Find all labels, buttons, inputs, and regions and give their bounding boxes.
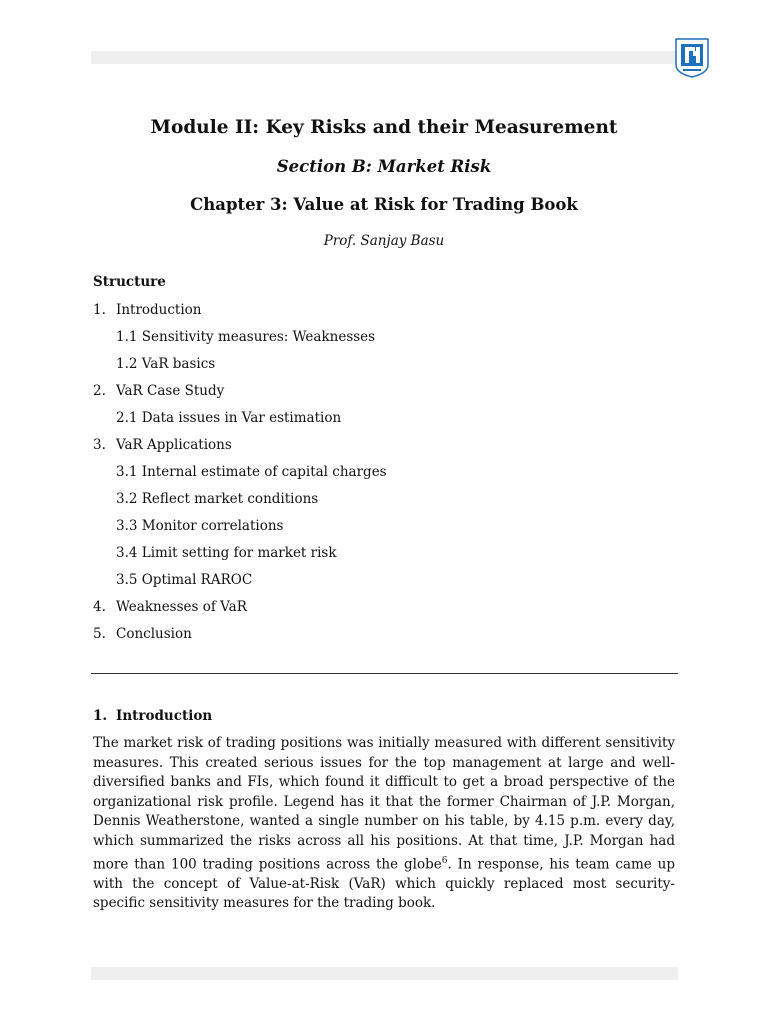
page-header-bar [91,51,678,64]
structure-heading: Structure [93,274,166,290]
toc-item [93,381,387,408]
footnote-reference[interactable]: 6 [441,855,448,866]
introduction-heading [93,708,212,724]
toc-item-number: 1. [93,302,106,318]
toc-item [93,435,387,462]
toc-subitem [93,570,387,597]
paragraph-text-continued: . In response, his team came up with the concept of Value-at-Risk (VaR) which quickly replaced most security-specific sensitivity measures for the trading book. [93,856,675,912]
toc-subitem [93,408,387,435]
toc-item-number: 3. [93,437,106,453]
introduction-paragraph [93,734,675,914]
section-divider [91,673,678,674]
toc-item-label: 3.1 Internal estimate of capital charges [116,464,387,480]
toc-item-label: 1.2 VaR basics [116,356,216,372]
section-heading-label: Introduction [116,708,213,724]
paragraph-text: The market risk of trading positions was initially measured with different sensitivity measures. This created serious issues for the top management at large and well-diversified banks and FIs, which found it difficult to get a broad perspective of the organizational risk profile. Legend has it that the former Chairman of J.P. Morgan, Dennis Weatherstone, wanted a single number on his table, by 4.15 p.m. every day, which summarized the risks across all his positions. At that time, J.P. Morgan had more than 100 trading positions across the globe [93,735,675,873]
toc-subitem [93,516,387,543]
toc-item-label: Conclusion [116,626,192,642]
toc-item-label: Weaknesses of VaR [116,599,247,615]
toc-subitem [93,354,387,381]
toc-item-label: 3.2 Reflect market conditions [116,491,319,507]
toc-item-number: 4. [93,599,106,615]
toc-item-label: Introduction [116,302,202,318]
toc-item-label: 1.1 Sensitivity measures: Weaknesses [116,329,376,345]
page-footer-bar [91,967,678,980]
section-number: 1. [93,708,108,724]
toc-item [93,597,387,624]
toc-item-label: 3.5 Optimal RAROC [116,572,253,588]
module-title: Module II: Key Risks and their Measurement [150,117,618,138]
toc-item-label: VaR Applications [116,437,232,453]
toc-item [93,624,387,651]
toc-item-label: 3.3 Monitor correlations [116,518,284,534]
institute-logo-icon [675,38,709,78]
toc-subitem [93,543,387,570]
toc-item [93,300,387,327]
toc-subitem [93,462,387,489]
toc-item-number: 5. [93,626,106,642]
toc-subitem [93,327,387,354]
toc-item-number: 2. [93,383,106,399]
toc-item-label: 3.4 Limit setting for market risk [116,545,337,561]
toc-subitem [93,489,387,516]
toc-item-label: 2.1 Data issues in Var estimation [116,410,342,426]
chapter-title: Chapter 3: Value at Risk for Trading Book [190,195,578,214]
section-title: Section B: Market Risk [276,157,492,176]
toc-item-label: VaR Case Study [116,383,225,399]
table-of-contents [93,300,387,651]
author-name: Prof. Sanjay Basu [323,233,445,249]
